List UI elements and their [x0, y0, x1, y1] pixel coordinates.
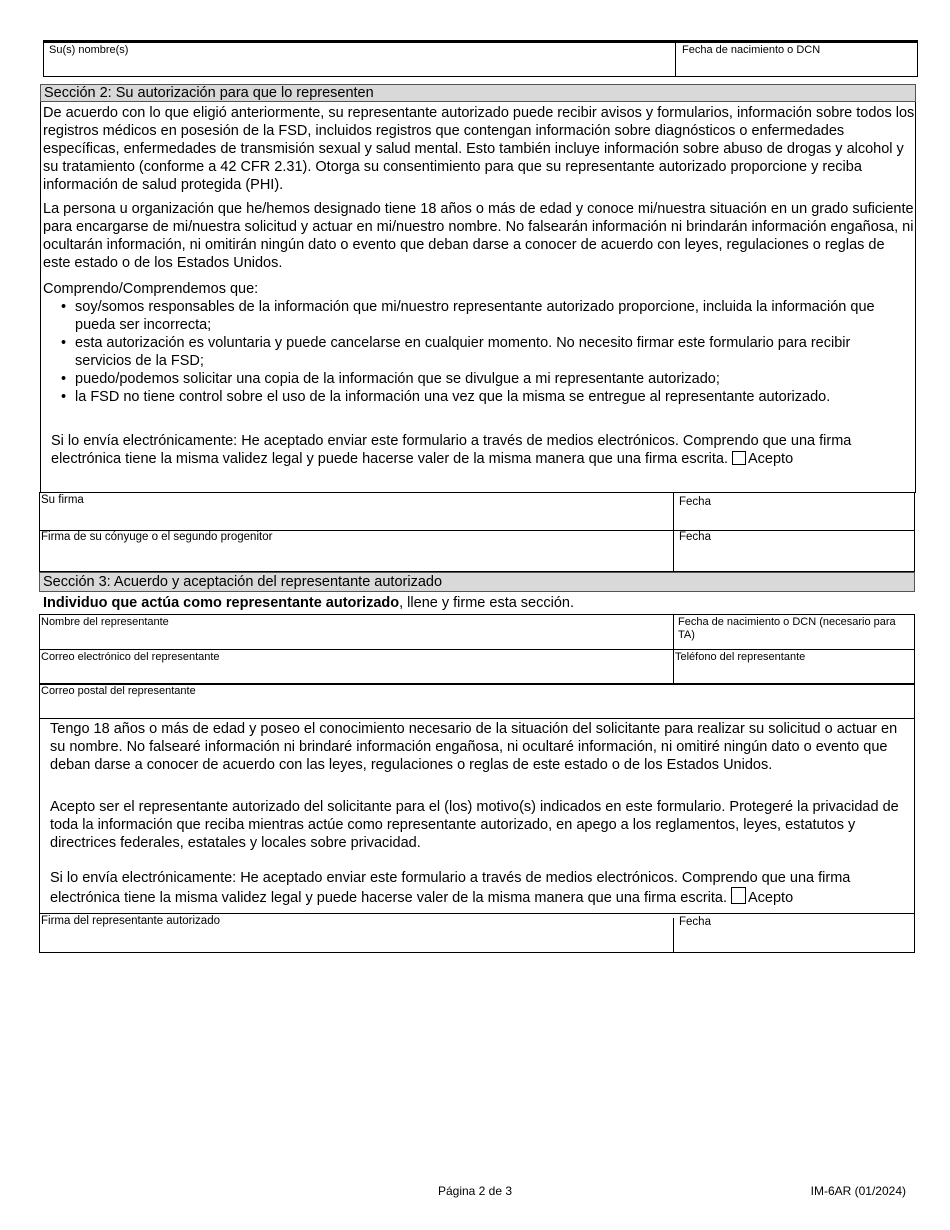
rep-signature-input[interactable]: [40, 928, 672, 952]
form-id: IM-6AR (01/2024): [810, 1184, 906, 1198]
rep-name-input[interactable]: [40, 629, 672, 649]
dob-input[interactable]: [677, 55, 917, 77]
name-dob-divider: [675, 43, 676, 77]
instruction-rest: , llene y firme esta sección.: [399, 595, 575, 611]
spouse-signature-label: Firma de su cónyuge o el segundo progenitor: [41, 531, 273, 543]
section3-electronic-consent: [50, 869, 900, 907]
section2-electronic-consent: [51, 432, 913, 468]
section2-paragraph-1: De acuerdo con lo que eligió anteriormente, su representante autorizado puede recibir avisos y formularios, información sobre todos los registros médicos en posesión de la FSD, incluidos registros que contengan información sobre diagnósticos o enfermedades específicas, enfermedades de transmisión sexual y salud mental. Esto también incluye información sobre abuso de drogas y alcohol y su tratamiento (conforme a 42 CFR 2.31). Otorga su consentimiento para que su representante autorizado proporcione y reciba información de salud protegida (PHI).: [43, 105, 915, 193]
rep-email-label: Correo electrónico del representante: [41, 651, 220, 663]
accept-checkbox[interactable]: [732, 451, 746, 465]
name-input[interactable]: [44, 55, 674, 77]
rep-dob-label: Fecha de nacimiento o DCN (necesario para TA): [678, 616, 896, 641]
rep-date-input[interactable]: [675, 930, 913, 952]
signature-label: Su firma: [41, 494, 84, 506]
rep-mail-label: Correo postal del representante: [41, 685, 196, 697]
section3-title: Sección 3: Acuerdo y aceptación del representante autorizado: [39, 572, 915, 592]
accept-label: Acepto: [748, 451, 794, 467]
signature-input[interactable]: [40, 507, 672, 529]
section3-body: [39, 719, 915, 914]
section3-paragraph-1: Tengo 18 años o más de edad y poseo el conocimiento necesario de la situación del solicitante para realizar su solicitud o actuar en su nombre. No falsearé información ni brindaré información engañosa, ni ocultaré información, ni omitiré ningún dato o evento que deban darse a conocer de acuerdo con las leyes, regulaciones o reglas de este estado o de los Estados Unidos.: [50, 721, 898, 773]
section2-paragraph-2: La persona u organización que he/hemos designado tiene 18 años o más de edad y conoce mi/nuestra situación en un grado suficiente para encargarse de mi/nuestra solicitud y actuar en mi/nuestro nombre. No falsearán información ni brindarán información engañosa, ni ocultarán información, ni omitirán ningún dato o evento que deban darse a conocer de acuerdo con leyes, regulaciones o reglas de este estado o de los Estados Unidos.: [43, 201, 914, 271]
list-item: • esta autorización es voluntaria y puede cancelarse en cualquier momento. No necesito firmar este formulario para recibir servicios de la FSD;: [75, 334, 885, 370]
section2-body: [40, 102, 916, 493]
column-divider: [673, 615, 674, 684]
spouse-signature-input[interactable]: [40, 545, 672, 570]
rep-email-input[interactable]: [40, 664, 672, 683]
header-table: [43, 40, 918, 77]
dob-field-label: Fecha de nacimiento o DCN: [682, 44, 821, 56]
list-item: • puedo/podemos solicitar una copia de la información que se divulgue a mi representante autorizado;: [75, 370, 885, 388]
date-label: Fecha: [679, 496, 711, 508]
rep-dob-input[interactable]: [675, 637, 913, 649]
rep-mail-input[interactable]: [40, 698, 914, 718]
instruction-bold: Individuo que actúa como representante autorizado: [43, 595, 400, 611]
rep-name-label: Nombre del representante: [41, 616, 169, 628]
rep-phone-input[interactable]: [675, 664, 913, 683]
date-input[interactable]: [675, 509, 913, 529]
section3-paragraph-2: Acepto ser el representante autorizado del solicitante para el (los) motivo(s) indicados en este formulario. Protegeré la privacidad de toda la información que reciba mientras actúe como representante autorizado, en apego a los reglamentos, leyes, estatutos y directrices federales, estatales y locales sobre privacidad.: [50, 799, 899, 851]
row-divider: [40, 649, 914, 650]
list-item: • la FSD no tiene control sobre el uso de la información una vez que la misma se entregue al representante autorizado.: [75, 388, 885, 406]
rep-signature-label: Firma del representante autorizado: [41, 915, 220, 927]
section2-title: Sección 2: Su autorización para que lo representen: [40, 84, 916, 102]
rep-date-label: Fecha: [679, 916, 711, 928]
accept-checkbox[interactable]: [731, 887, 746, 904]
rep-signature-row: [39, 913, 915, 953]
accept-label: Acepto: [748, 890, 794, 906]
applicant-signature-row: [39, 492, 915, 572]
spouse-date-input[interactable]: [675, 545, 913, 570]
spouse-date-label: Fecha: [679, 531, 711, 543]
electronic-consent-text: Si lo envía electrónicamente: He aceptado enviar este formulario a través de medios electrónicos. Comprendo que una firma electrónica tiene la misma validez legal y puede hacerse valer de la misma manera que una firma escrita.: [51, 433, 852, 467]
electronic-consent-text: Si lo envía electrónicamente: He aceptado enviar este formulario a través de medios electrónicos. Comprendo que una firma electrónica tiene la misma validez legal y puede hacerse valer de la misma manera que una firma escrita.: [50, 870, 851, 906]
rep-phone-label: Teléfono del representante: [675, 651, 806, 663]
signature-date-divider: [673, 493, 674, 571]
list-item: • soy/somos responsables de la información que mi/nuestro representante autorizado proporcione, incluida la información que pueda ser incorrecta;: [75, 298, 885, 334]
section3-instruction: [43, 594, 574, 612]
understand-label: Comprendo/Comprendemos que:: [43, 281, 259, 297]
signature-date-divider: [673, 918, 674, 952]
page-number: Página 2 de 3: [437, 1184, 513, 1198]
understand-list: [43, 298, 885, 406]
representative-info-table: [39, 614, 915, 719]
name-field-label: Su(s) nombre(s): [49, 44, 129, 56]
